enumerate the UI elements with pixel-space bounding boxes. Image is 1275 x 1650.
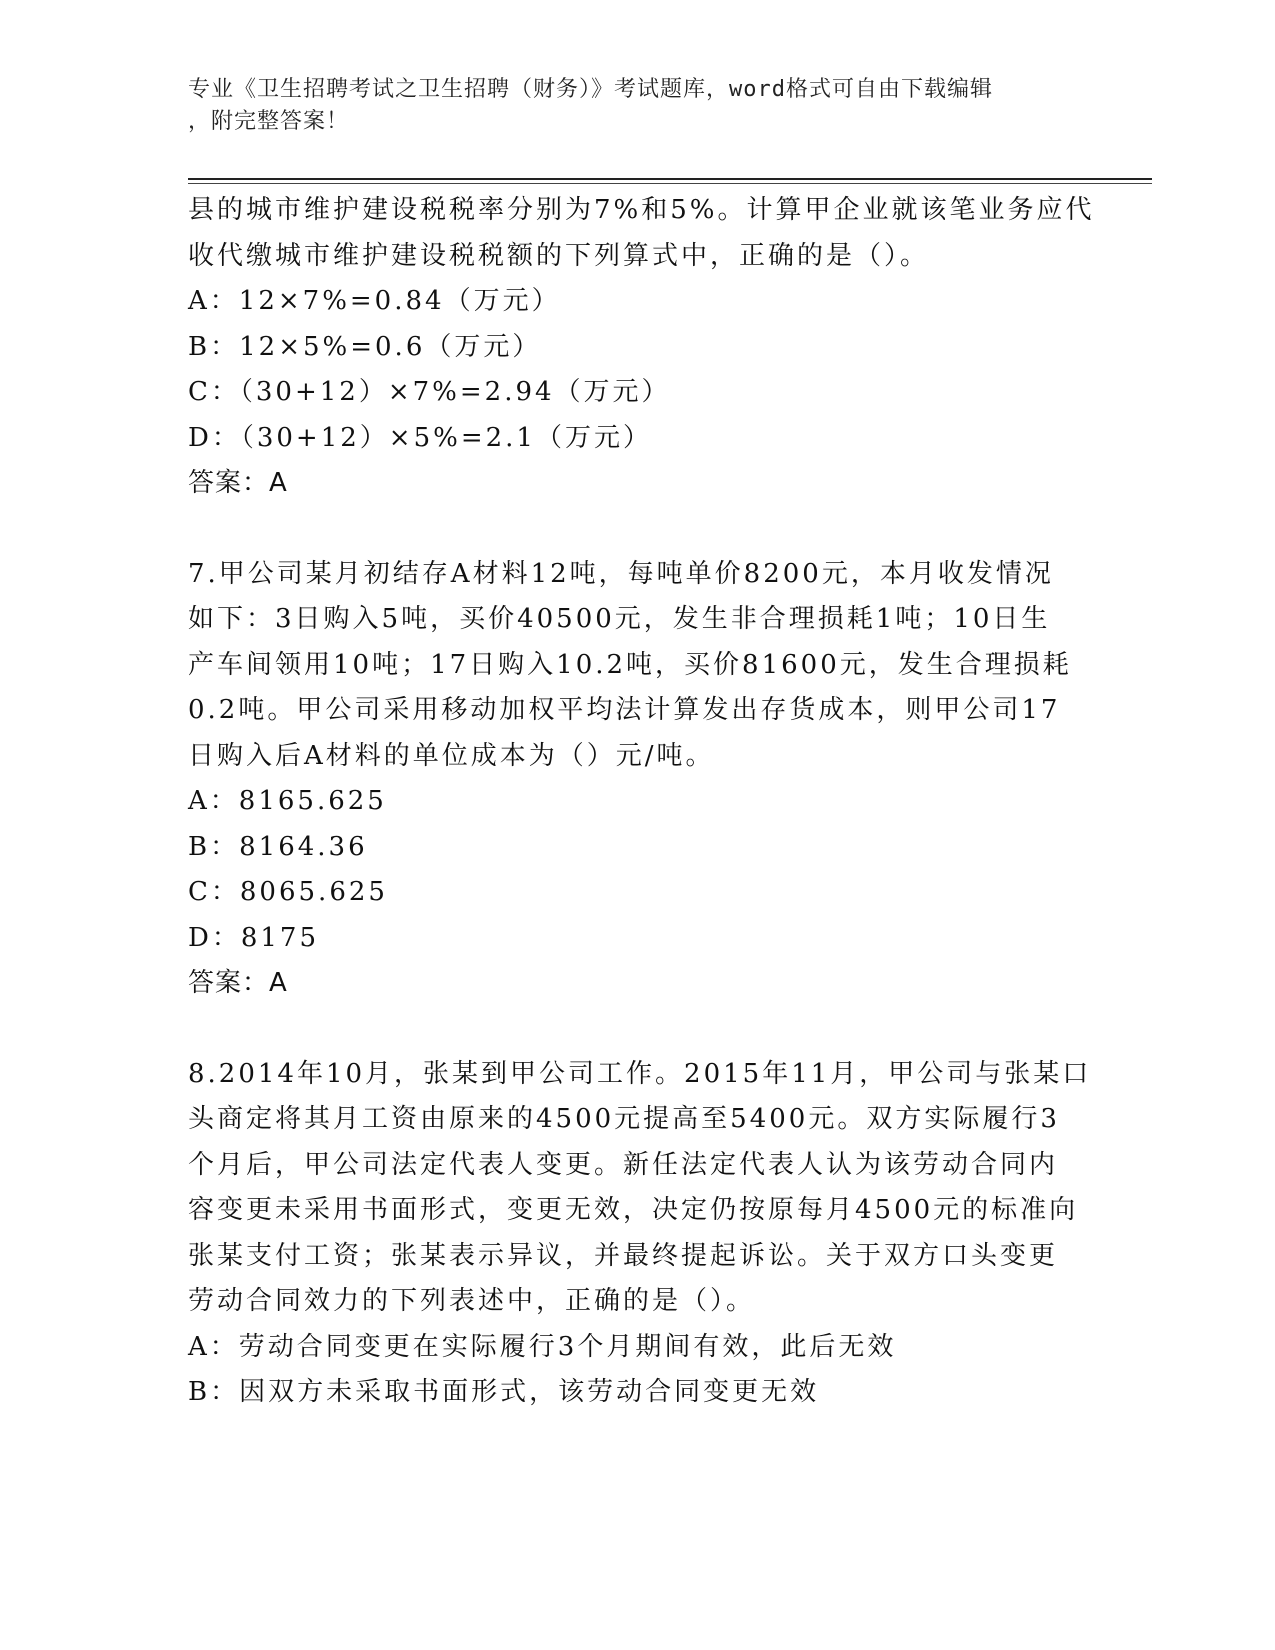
question-7 — [188, 552, 1088, 1007]
question-text-line: 劳动合同效力的下列表述中，正确的是（）。 — [188, 1286, 756, 1316]
question-text-line: 县的城市维护建设税税率分别为7%和5%。计算甲企业就该笔业务应代 — [188, 195, 1095, 225]
option-a: A：12×7%=0.84（万元） — [188, 286, 561, 316]
question-text-line: 头商定将其月工资由原来的4500元提高至5400元。双方实际履行3 — [188, 1104, 1060, 1134]
option-d: D：8175 — [188, 922, 320, 953]
answer-line: 答案：A — [188, 968, 288, 998]
header-divider-thin — [188, 183, 1152, 184]
header-divider-thick — [188, 178, 1152, 180]
question-text-line: 如下：3日购入5吨，买价40500元，发生非合理损耗1吨；10日生 — [188, 604, 1051, 634]
question-text-line: 日购入后A材料的单位成本为（）元/吨。 — [188, 740, 715, 771]
answer-line: 答案：A — [188, 468, 288, 498]
document-body — [188, 188, 1095, 1416]
question-text-line: 张某支付工资；张某表示异议，并最终提起诉讼。关于双方口头变更 — [188, 1240, 1059, 1271]
question-text-line: 8.2014年10月，张某到甲公司工作。2015年11月，甲公司与张某口 — [188, 1058, 1092, 1089]
question-text-line: 收代缴城市维护建设税税额的下列算式中，正确的是（）。 — [188, 240, 930, 271]
question-spacer — [188, 1007, 1088, 1052]
option-c: C：8065.625 — [188, 877, 388, 907]
question-text-line: 个月后，甲公司法定代表人变更。新任法定代表人认为该劳动合同内 — [188, 1149, 1059, 1180]
question-text-line: 0.2吨。甲公司采用移动加权平均法计算发出存货成本，则甲公司17 — [188, 695, 1061, 725]
page-header — [188, 74, 1078, 138]
question-text-line: 容变更未采用书面形式，变更无效，决定仍按原每月4500元的标准向 — [188, 1195, 1079, 1225]
header-line-2: ，附完整答案！ — [188, 109, 350, 134]
option-b: B：因双方未采取书面形式，该劳动合同变更无效 — [188, 1377, 820, 1407]
question-text-line: 产车间领用10吨；17日购入10.2吨，买价81600元，发生合理损耗 — [188, 649, 1072, 680]
question-8 — [188, 1052, 1092, 1416]
option-d: D：（30+12）×5%=2.1（万元） — [188, 422, 652, 453]
question-text-line: 7.甲公司某月初结存A材料12吨，每吨单价8200元，本月收发情况 — [188, 558, 1054, 589]
header-line-1: 专业《卫生招聘考试之卫生招聘（财务）》考试题库，word格式可自由下载编辑 — [188, 77, 993, 102]
option-a: A：8165.625 — [188, 786, 387, 816]
question-6-continued — [188, 188, 1095, 507]
question-spacer — [188, 507, 1088, 552]
option-a: A：劳动合同变更在实际履行3个月期间有效，此后无效 — [188, 1331, 897, 1362]
option-b: B：12×5%=0.6（万元） — [188, 331, 542, 362]
option-b: B：8164.36 — [188, 831, 368, 862]
option-c: C：（30+12）×7%=2.94（万元） — [188, 377, 671, 407]
